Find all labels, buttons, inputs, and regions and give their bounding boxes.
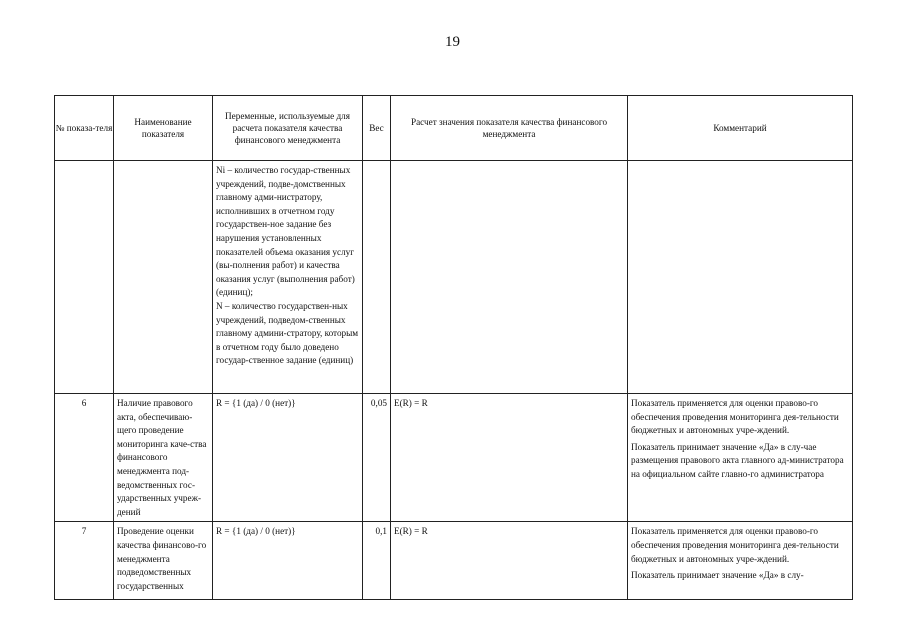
- row-vars-cell: [213, 161, 363, 394]
- row-comment-cell: [628, 394, 853, 522]
- comment-paragraph: Показатель принимает значение «Да» в слу-: [631, 570, 804, 581]
- row-calc-cell: [391, 161, 628, 394]
- table-row: [55, 161, 853, 394]
- header-weight: Вес: [363, 96, 391, 161]
- table-row: [55, 394, 853, 522]
- header-calc: Расчет значения показателя качества финансового менеджмента: [391, 96, 628, 161]
- row-weight-cell: [363, 161, 391, 394]
- comment-paragraph: Показатель применяется для оценки правово-го обеспечения проведения мониторинга дея-тельности бюджетных и автономных учре-ждений.: [631, 398, 839, 436]
- comment-paragraph: Показатель применяется для оценки правово-го обеспечения проведения мониторинга дея-тельности бюджетных и автономных учре-ждений.: [631, 526, 839, 564]
- row-weight-cell: 0,1: [363, 522, 391, 600]
- row-name-cell: [114, 161, 213, 394]
- row-comment-cell: [628, 522, 853, 600]
- vars-paragraph: Ni – количество государ-ственных учреждений, подве-домственных главному адми-нистратору, исполнивших в отчетном году государствен-ное задание без нарушения установленных показателей объема оказания услуг (вы-полнения работ) и качества оказания услуг (выполнения работ) (единиц);: [216, 165, 355, 298]
- row-vars-cell: R = {1 (да) / 0 (нет)}: [213, 522, 363, 600]
- table-header-row: [55, 96, 853, 161]
- comment-paragraph: Показатель принимает значение «Да» в слу-чае размещения правового акта главного ад-министратора на официальном сайте главно-го администратора: [631, 441, 844, 479]
- row-calc-cell: E(R) = R: [391, 522, 628, 600]
- header-vars: Переменные, используемые для расчета показателя качества финансового менеджмента: [213, 96, 363, 161]
- row-num-cell: 6: [55, 394, 114, 522]
- header-comment: Комментарий: [628, 96, 853, 161]
- indicator-table: [54, 95, 853, 600]
- table-row: [55, 522, 853, 600]
- row-name-cell: Проведение оценки качества финансово-го менеджмента подведомственных государственных: [114, 522, 213, 600]
- row-num-cell: [55, 161, 114, 394]
- vars-paragraph: N – количество государствен-ных учреждений, подведом-ственных главному админи-стратору, которым в отчетном году было доведено государ-ственное задание (единиц): [216, 300, 359, 366]
- row-vars-cell: R = {1 (да) / 0 (нет)}: [213, 394, 363, 522]
- row-name-cell: Наличие правового акта, обеспечиваю-щего проведение мониторинга каче-ства финансового менеджмента под-ведомственных гос-ударственных учреж-дений: [114, 394, 213, 522]
- header-name: Наименование показателя: [114, 96, 213, 161]
- row-comment-cell: [628, 161, 853, 394]
- row-num-cell: 7: [55, 522, 114, 600]
- page-number: 19: [445, 34, 460, 50]
- row-calc-cell: E(R) = R: [391, 394, 628, 522]
- row-weight-cell: 0,05: [363, 394, 391, 522]
- header-num: № показа-теля: [55, 96, 114, 161]
